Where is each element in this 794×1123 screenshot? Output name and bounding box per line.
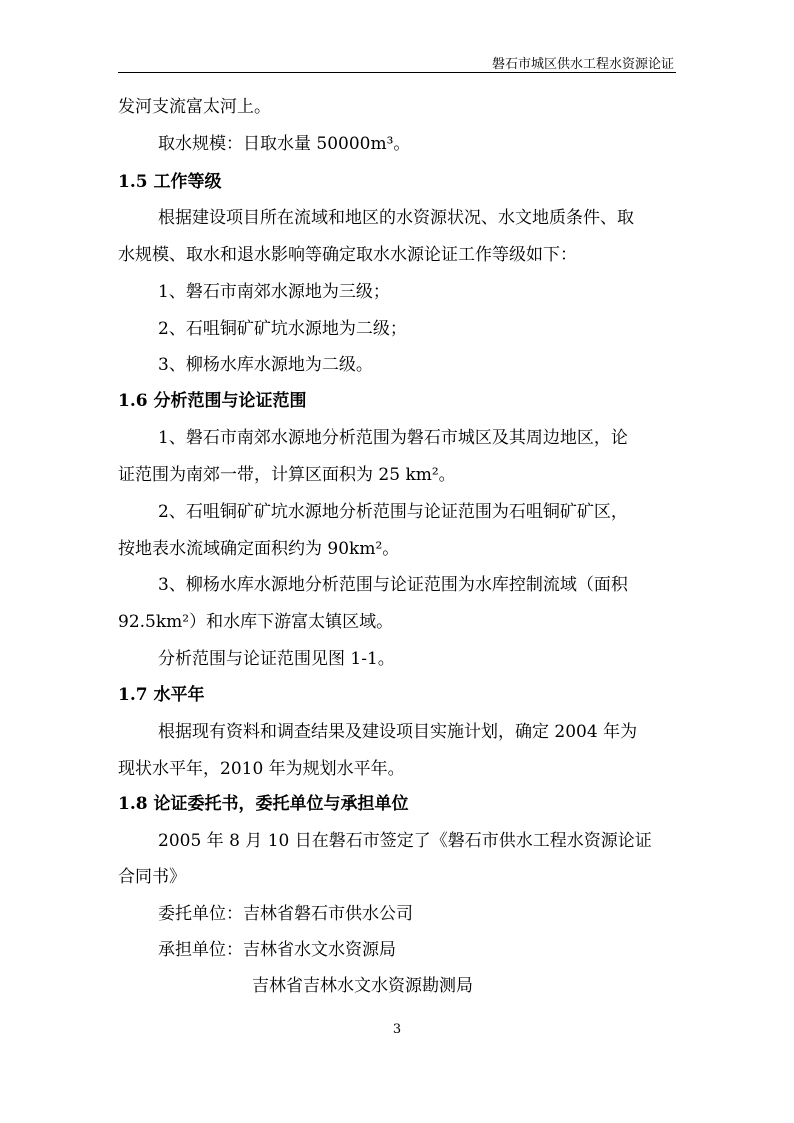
text-line: 水规模、取水和退水影响等确定取水水源论证工作等级如下： xyxy=(118,245,577,265)
text-line: 2、石咀铜矿矿坑水源地分析范围与论证范围为石咀铜矿矿区， xyxy=(158,502,628,522)
text-line: 3、柳杨水库水源地分析范围与论证范围为水库控制流域（面积 xyxy=(158,575,628,595)
page-header xyxy=(118,52,676,73)
list-item: 3、柳杨水库水源地为二级。 xyxy=(158,355,373,375)
text-line: 根据建设项目所在流域和地区的水资源状况、水文地质条件、取 xyxy=(158,208,634,228)
list-item: 1、磐石市南郊水源地为三级； xyxy=(158,282,390,302)
text-line: 证范围为南郊一带，计算区面积为 25 km²。 xyxy=(118,465,456,485)
section-heading: 1.6 分析范围与论证范围 xyxy=(118,391,307,411)
page-number: 3 xyxy=(392,1022,402,1037)
text-line: 合同书》 xyxy=(118,867,186,887)
text-line: 1、磐石市南郊水源地分析范围为磐石市城区及其周边地区，论 xyxy=(158,428,628,448)
section-heading: 1.7 水平年 xyxy=(118,685,205,705)
section-heading: 1.8 论证委托书，委托单位与承担单位 xyxy=(118,794,409,814)
text-line: 委托单位：吉林省磐石市供水公司 xyxy=(158,904,413,924)
section-heading: 1.5 工作等级 xyxy=(118,172,222,192)
text-line: 根据现有资料和调查结果及建设项目实施计划，确定 2004 年为 xyxy=(158,722,638,742)
text-line: 92.5km²）和水库下游富太镇区域。 xyxy=(118,612,394,632)
text-line: 承担单位：吉林省水文水资源局 xyxy=(158,940,396,960)
text-line: 吉林省吉林水文水资源勘测局 xyxy=(252,976,473,996)
text-line: 按地表水流域确定面积约为 90km²。 xyxy=(118,539,400,559)
list-item: 2、石咀铜矿矿坑水源地为二级； xyxy=(158,319,407,339)
text-line: 分析范围与论证范围见图 1-1。 xyxy=(158,649,395,669)
text-line: 2005 年 8 月 10 日在磐石市签定了《磐石市供水工程水资源论证 xyxy=(158,831,652,851)
text-line: 发河支流富太河上。 xyxy=(118,97,271,117)
header-title: 磐石市城区供水工程水资源论证 xyxy=(491,57,674,72)
text-line: 现状水平年，2010 年为规划水平年。 xyxy=(118,759,405,779)
text-line: 取水规模：日取水量 50000m³。 xyxy=(158,134,411,154)
